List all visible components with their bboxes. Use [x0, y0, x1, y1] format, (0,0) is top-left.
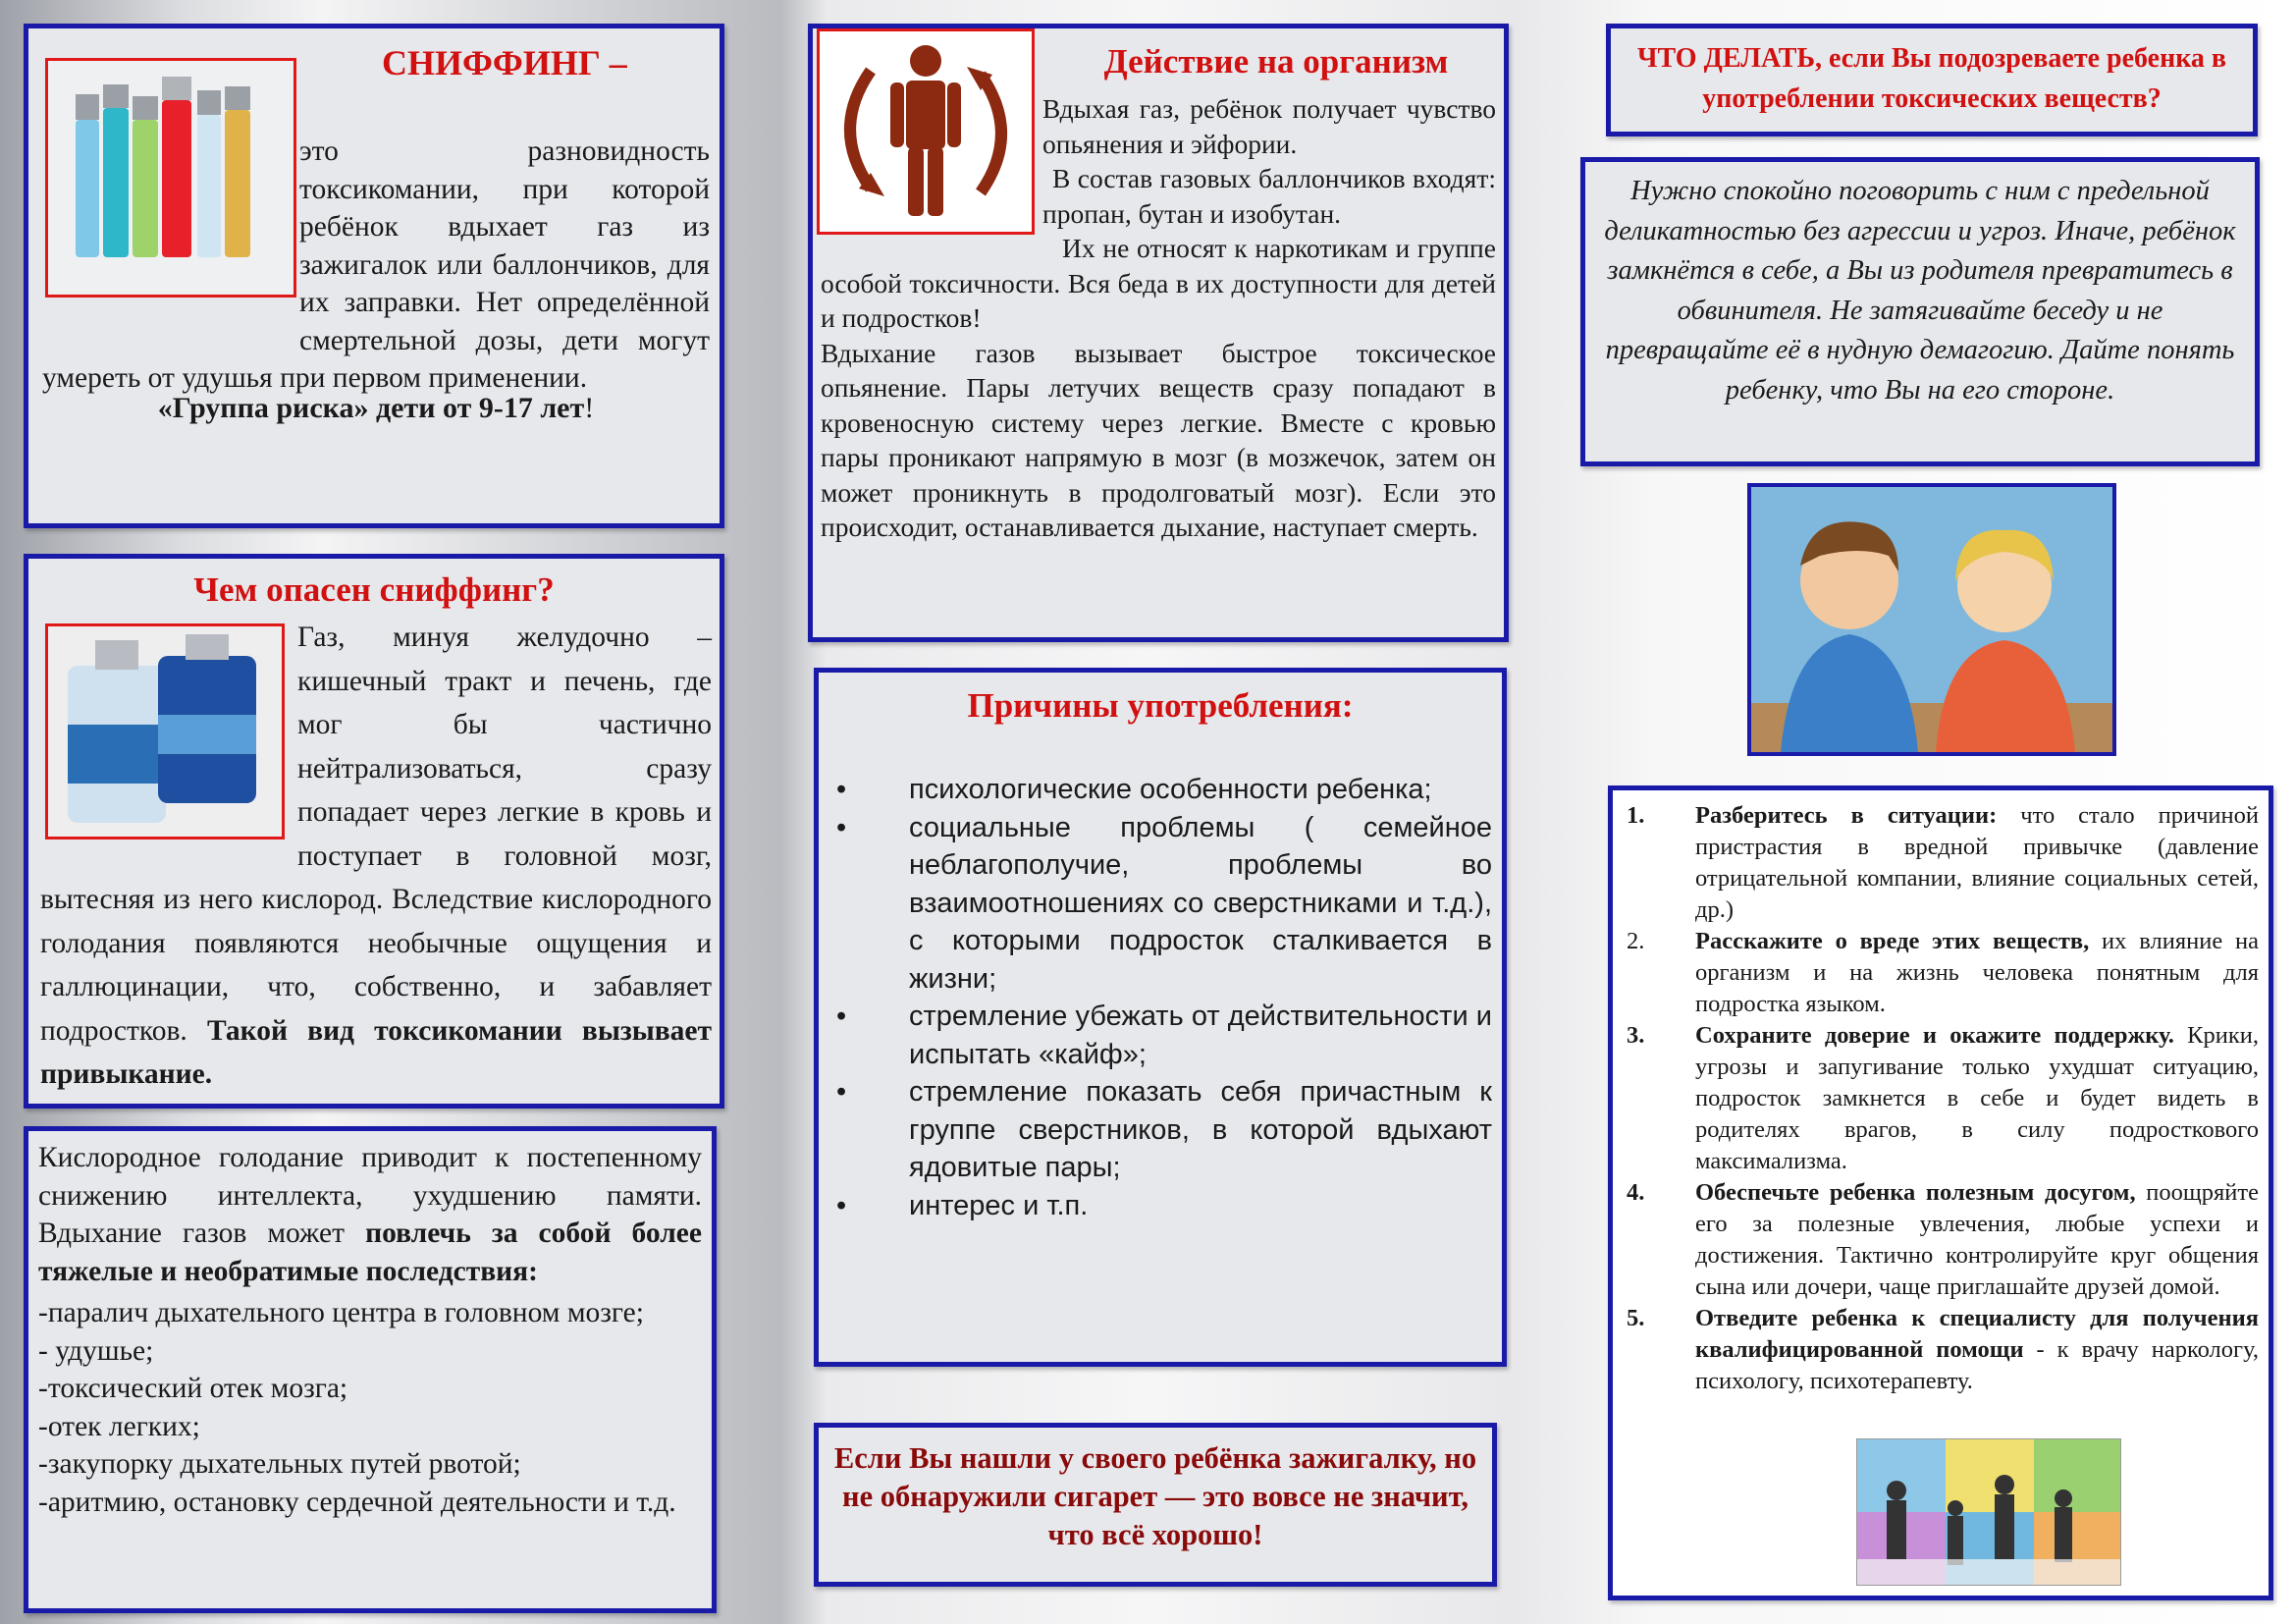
lighter-warning-text: Если Вы нашли у своего ребёнка зажигалку, но не обнаружили сигарет — это вовсе не значит, что всё хорошо! [833, 1441, 1477, 1551]
effect-paragraph: В состав газовых баллончиков входят: пропан, бутан и изобутан. [1042, 163, 1496, 229]
consequence-item: -закупорку дыхательных путей рвотой; [38, 1448, 521, 1480]
box-consequences [24, 1126, 717, 1613]
reason-item: • стремление убежать от действительности и испытать «кайф»; [825, 998, 1492, 1073]
box-lighter-warning [814, 1423, 1497, 1587]
reason-item: • психологические особенности ребенка; [825, 771, 1492, 809]
parent-child-talk-icon [1751, 487, 2112, 752]
action-step: 4. Обеспечьте ребенка полезным досугом, поощряйте его за полезные увлечения, любые успехи и достижения. Тактично контролируйте круг общения сына или дочери, чаще приглашайте друзей домой. [1627, 1179, 2259, 1300]
box-action-steps [1608, 785, 2273, 1600]
box-sniffing-danger [24, 554, 724, 1109]
action-step: 3. Сохраните доверие и окажите поддержку. Крики, угрозы и запугивание только ухудшат ситуацию, подросток замкнется в себе и будет видеть в родителях врагов, в силу подросткового максимализма. [1627, 1022, 2259, 1174]
consequence-item: -токсический отек мозга; [38, 1373, 348, 1404]
action-steps-list [1617, 800, 2259, 1397]
action-step: 1. Разберитесь в ситуации: что стало причиной пристрастия в вредной привычке (давление отрицательной компании, влияние социальных сетей, др.) [1627, 802, 2260, 923]
danger-title: Чем опасен сниффинг? [193, 570, 555, 609]
box-sniffing-definition [24, 24, 724, 528]
effect-paragraph: Их не относят к наркотикам и группе особой токсичности. Вся беда в их доступности для детей и подростков! [821, 233, 1496, 333]
consequences-list [38, 1294, 702, 1521]
body-effect-title: Действие на организм [1103, 42, 1449, 81]
consequence-item: - удушье; [38, 1334, 154, 1367]
conversation-illustration [1747, 483, 2116, 756]
box-advice-talk [1580, 157, 2260, 466]
reasons-title: Причины употребления: [967, 686, 1354, 725]
reason-item: • социальные проблемы ( семейное неблагополучие, проблемы во взаимоотношениях со сверстниками и т.д.), с которыми подросток сталкивается в жизни; [825, 809, 1492, 999]
sniffing-title: СНИФФИНГ – [382, 43, 627, 82]
reasons-list [825, 771, 1492, 1224]
body-effect-text [821, 91, 1496, 545]
consequence-item: -паралич дыхательного центра в головном мозге; [38, 1297, 644, 1328]
consequence-item: -аритмию, остановку сердечной деятельности и т.д. [38, 1486, 676, 1518]
sniffing-definition-text: это разновидность токсикомании, при которой ребёнок вдыхает газ из зажигалок или баллончиков, для их заправки. Нет определённой смертельной дозы, дети могут умереть от удушья при первом применении. [42, 135, 710, 394]
effect-paragraph: Вдыхание газов вызывает быстрое токсическое опьянение. Пары летучих веществ сразу попадают в кровеносную систему через легкие. Вместе с кровью пары проникают напрямую в мозг (в мозжечок, затем он может проникнуть в продолговатый мозг). Если это происходит, останавливается дыхание, наступает смерть. [821, 337, 1496, 542]
reason-item: • стремление показать себя причастным к группе сверстников, в которой вдыхают ядовитые пары; [825, 1073, 1492, 1187]
family-puzzle-illustration [1856, 1438, 2121, 1586]
box-body-effect [808, 24, 1509, 642]
family-silhouette-icon [1857, 1439, 2120, 1585]
box-what-to-do [1606, 24, 2258, 136]
what-to-do-title: ЧТО ДЕЛАТЬ, если Вы подозреваете ребенка в употреблении токсических веществ? [1636, 43, 2227, 114]
action-step: 5. Отведите ребенка к специалисту для получения квалифицированной помощи - к врачу наркологу, психологу, психотерапевту. [1627, 1305, 2259, 1394]
risk-group-text: «Группа риска» дети от 9-17 лет! [157, 392, 595, 424]
action-step: 2. Расскажите о вреде этих веществ, их влияние на организм и на жизнь человека понятным для подростка языком. [1627, 928, 2260, 1017]
consequences-intro: Кислородное голодание приводит к постепенному снижению интеллекта, ухудшению памяти. Вдыхание газов может повлечь за собой более тяжелые и необратимые последствия: [38, 1142, 702, 1287]
effect-paragraph: Вдыхая газ, ребёнок получает чувство опьянения и эйфории. [1042, 93, 1496, 159]
danger-text: Газ, минуя желудочно – кишечный тракт и печень, где мог бы частично нейтрализоваться, сразу попадает через легкие в кровь и поступает в головной мозг, вытесняя из него кислород. Вследствие кислородного голодания появляются необычные ощущения и галлюцинации, что, собственно, и забавляет подростков. Такой вид токсикомании вызывает привыкание. [40, 622, 713, 1090]
consequence-item: -отек легких; [38, 1410, 200, 1442]
advice-talk-text: Нужно спокойно поговорить с ним с предельной деликатностью без агрессии и угроз. Иначе, ребёнок замкнётся в себе, а Вы из родителя превратитесь в обвинителя. Не затягивайте беседу и не превращайте её в нудную демагогию. Дайте понять ребенку, что Вы на его стороне. [1604, 176, 2236, 406]
reason-item: • интерес и т.п. [825, 1187, 1492, 1225]
box-reasons [814, 668, 1507, 1367]
